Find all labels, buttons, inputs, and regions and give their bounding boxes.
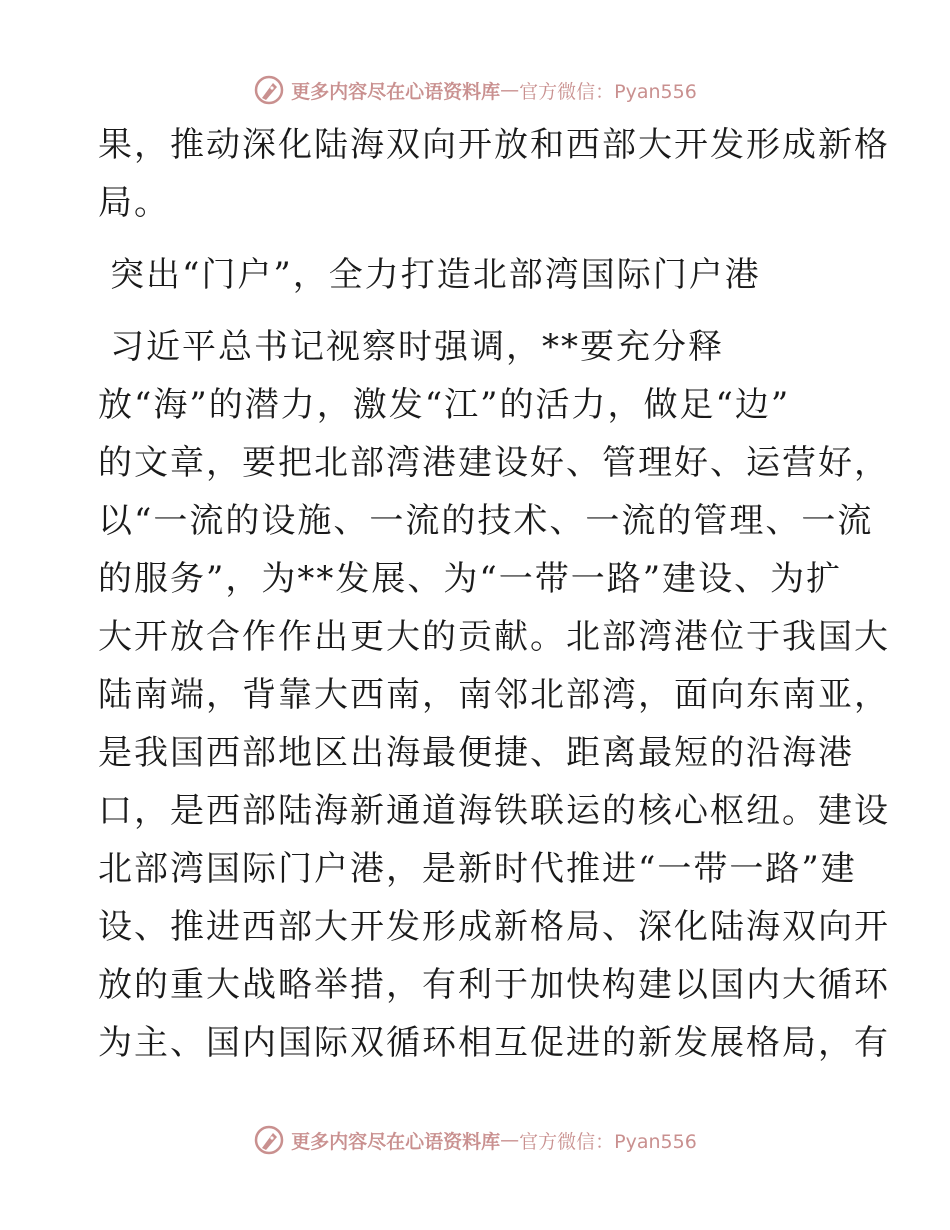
- watermark-footer: [0, 1120, 950, 1160]
- text-line: 局。: [98, 183, 170, 223]
- document-body: [98, 116, 890, 1072]
- pen-nib-logo-icon: [253, 1124, 285, 1156]
- text-line: 放“海”的潜力，激发“江”的活力，做足“边”: [98, 385, 791, 425]
- watermark-separator: —: [500, 1129, 520, 1151]
- text-line: 为主、国内国际双循环相互促进的新发展格局，有: [98, 1023, 890, 1063]
- watermark-brand: 更多内容尽在心语资料库: [291, 80, 501, 103]
- text-line: 放的重大战略举措，有利于加快构建以国内大循环: [98, 965, 890, 1005]
- text-line: 习近平总书记视察时强调，**要充分释: [110, 327, 724, 367]
- text-line: 以“一流的设施、一流的技术、一流的管理、一流: [98, 501, 874, 541]
- pen-nib-logo-icon: [253, 74, 285, 106]
- text-line: 是我国西部地区出海最便捷、距离最短的沿海港: [98, 733, 854, 773]
- text-line: 北部湾国际门户港，是新时代推进“一带一路”建: [98, 849, 857, 889]
- text-line: 果，推动深化陆海双向开放和西部大开发形成新格: [98, 125, 890, 165]
- text-line: 的服务”，为**发展、为“一带一路”建设、为扩: [98, 559, 843, 599]
- text-line: 大开放合作作出更大的贡献。北部湾港位于我国大: [98, 617, 890, 657]
- text-line: 陆南端，背靠大西南，南邻北部湾，面向东南亚，: [98, 675, 890, 715]
- section-heading-paragraph: [98, 246, 858, 304]
- text-line: 的文章，要把北部湾港建设好、管理好、运营好，: [98, 443, 890, 483]
- watermark-brand: 更多内容尽在心语资料库: [291, 1130, 501, 1153]
- watermark-header: [0, 70, 950, 110]
- text-line: 设、推进西部大开发形成新格局、深化陆海双向开: [98, 907, 890, 947]
- watermark-separator: —: [500, 79, 520, 101]
- watermark-wechat: 官方微信：Pyan556: [519, 1130, 697, 1153]
- text-line: 口，是西部陆海新通道海铁联运的核心枢纽。建设: [98, 791, 890, 831]
- section-heading: 突出“门户”，全力打造北部湾国际门户港: [110, 255, 761, 295]
- watermark-wechat: 官方微信：Pyan556: [519, 80, 697, 103]
- body-paragraph: [98, 318, 890, 1072]
- intro-paragraph: [98, 116, 890, 232]
